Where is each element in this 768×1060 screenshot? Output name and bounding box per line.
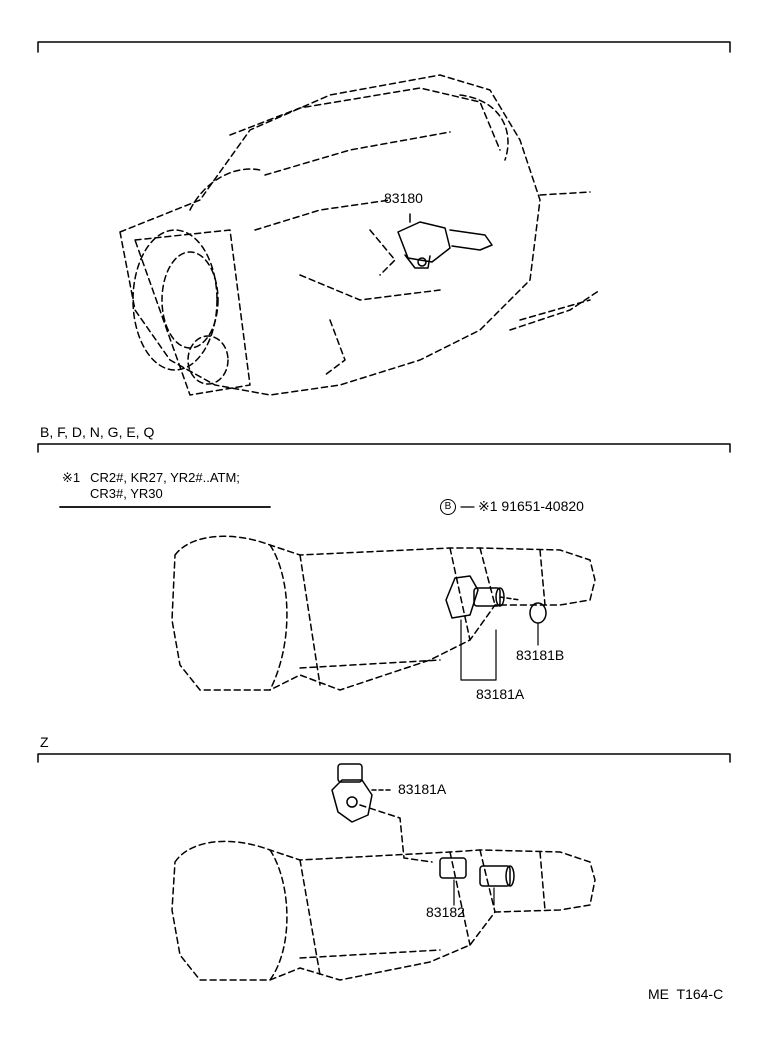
bolt-callout xyxy=(440,498,584,515)
section-frame-bottom xyxy=(38,754,730,762)
note-line-1: CR2#, KR27, YR2#..ATM; xyxy=(90,470,240,485)
section-header-middle: B, F, D, N, G, E, Q xyxy=(40,424,155,440)
speed-sensor-bottom xyxy=(332,764,392,822)
section-header-bottom: Z xyxy=(40,734,49,750)
part-label-83181A-middle: 83181A xyxy=(476,686,525,702)
transmission-bottom xyxy=(172,805,595,980)
driven-gear-bottom xyxy=(440,858,514,905)
part-label-83181B: 83181B xyxy=(516,647,565,663)
circled-b-symbol: B xyxy=(440,499,456,515)
applicability-note xyxy=(62,470,240,502)
engine-pulley-group xyxy=(133,230,250,395)
note-line-2: CR3#, YR30 xyxy=(90,486,163,501)
transmission-middle xyxy=(172,536,595,690)
part-label-83181A-bottom: 83181A xyxy=(398,781,447,797)
callout-part-number: 91651-40820 xyxy=(501,498,584,514)
footer-code: ME T164-C xyxy=(648,986,724,1002)
note-mark: ※1 xyxy=(62,470,81,485)
section-frame-middle xyxy=(38,444,730,452)
section-frame-top xyxy=(38,42,730,52)
part-label-83180: 83180 xyxy=(384,190,423,206)
part-label-83182: 83182 xyxy=(426,904,465,920)
callout-mark: ※1 xyxy=(478,498,498,514)
speed-sensor-engine xyxy=(398,214,492,268)
